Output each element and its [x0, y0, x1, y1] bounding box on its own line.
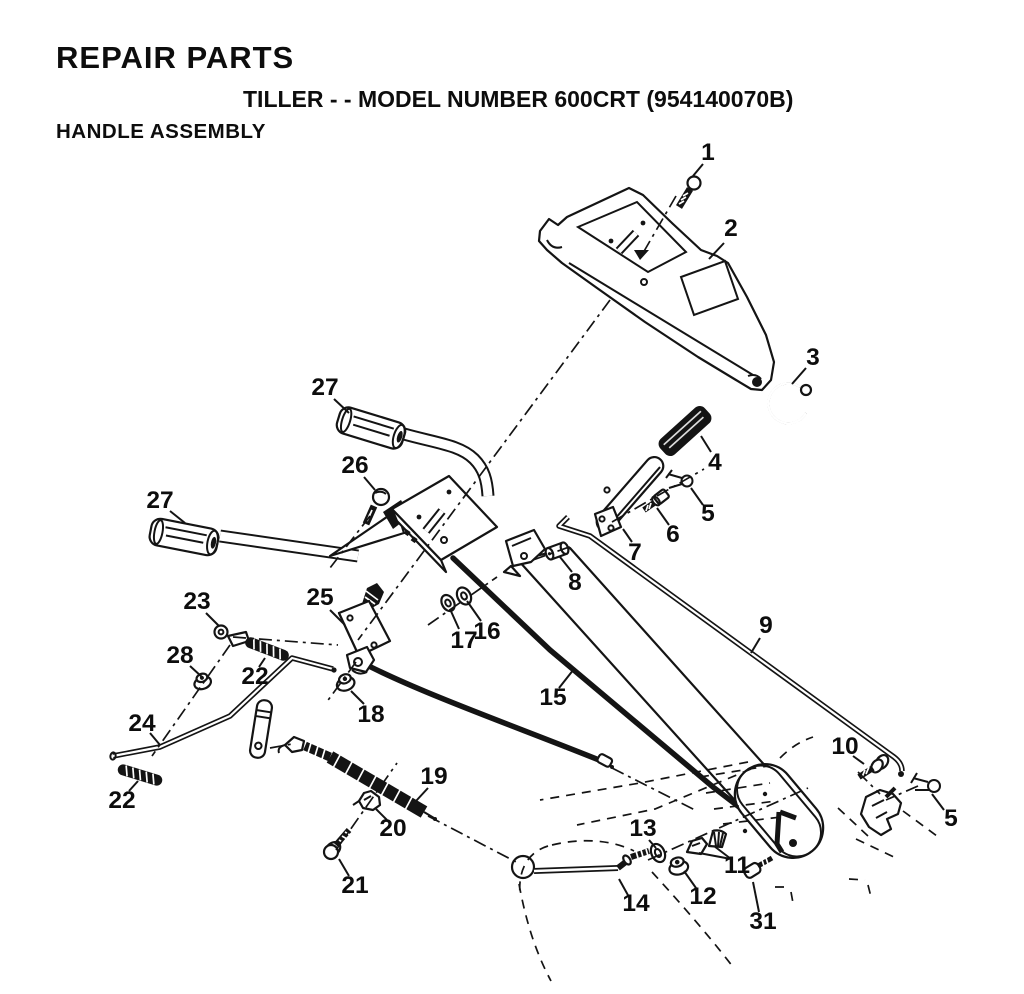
section-title: HANDLE ASSEMBLY: [56, 120, 266, 143]
part-4-grip: [656, 403, 715, 459]
part-callout-18: 18: [357, 701, 385, 728]
part-callout-12: 12: [689, 883, 717, 910]
part-22-spring-lower: [116, 763, 163, 787]
part-3-clip: [768, 383, 811, 423]
part-25-bracket: [339, 583, 390, 674]
part-callout-5: 5: [944, 805, 958, 832]
part-2-handle-cover: [539, 188, 774, 390]
part-5-pin-upper: [666, 470, 693, 488]
part-16-washer: [454, 585, 474, 607]
cable-end-fitting: [596, 753, 614, 769]
part-callout-4: 4: [708, 449, 722, 476]
part-callout-11: 11: [724, 852, 750, 879]
part-callout-13: 13: [629, 815, 657, 842]
hanger-strap: [249, 699, 273, 759]
part-callout-22: 22: [108, 787, 136, 814]
part-17-washer: [439, 593, 458, 614]
part-callout-20: 20: [379, 815, 407, 842]
part-callout-28: 28: [166, 642, 194, 669]
handlebar-lower-tube: [220, 510, 404, 556]
part-callout-6: 6: [666, 521, 680, 548]
part-callout-9: 9: [759, 612, 773, 639]
part-callout-7: 7: [628, 539, 642, 566]
part-callout-5: 5: [701, 500, 715, 527]
part-callout-15: 15: [539, 684, 567, 711]
part-callout-22: 22: [241, 663, 269, 690]
part-callout-21: 21: [341, 872, 369, 899]
part-callout-2: 2: [724, 215, 738, 242]
part-6-bolt: [644, 489, 670, 511]
part-callout-24: 24: [128, 710, 156, 737]
part-callout-1: 1: [701, 139, 715, 166]
part-callout-19: 19: [420, 763, 448, 790]
part-14-rod: [512, 849, 649, 878]
callout-leader-17: [450, 609, 459, 629]
callout-leader-3: [792, 368, 806, 384]
console-panel: [383, 476, 497, 572]
part-callout-25: 25: [306, 584, 334, 611]
part-1-screw: [679, 177, 701, 208]
part-10-bolt: [859, 753, 891, 777]
model-subtitle: TILLER - - MODEL NUMBER 600CRT (954140070B): [243, 86, 794, 112]
part-callout-26: 26: [341, 452, 369, 479]
part-callout-27: 27: [146, 487, 174, 514]
part-27-grip-upper: [335, 405, 408, 451]
part-callout-14: 14: [622, 890, 650, 917]
part-callout-27: 27: [311, 374, 339, 401]
part-5-pin-lower: [911, 773, 940, 792]
part-callout-23: 23: [183, 588, 211, 615]
callout-leader-5: [932, 794, 944, 810]
rod-clamp: [861, 788, 901, 835]
part-callout-3: 3: [806, 344, 820, 371]
part-19-spring: [279, 737, 437, 821]
callout-leader-9: [751, 638, 760, 653]
part-callout-17: 17: [450, 627, 478, 654]
part-callout-8: 8: [568, 569, 582, 596]
part-callout-10: 10: [831, 733, 859, 760]
part-18-nut: [334, 672, 356, 693]
part-callout-16: 16: [473, 618, 501, 645]
page-title: REPAIR PARTS: [56, 40, 295, 75]
part-callout-31: 31: [749, 908, 777, 935]
